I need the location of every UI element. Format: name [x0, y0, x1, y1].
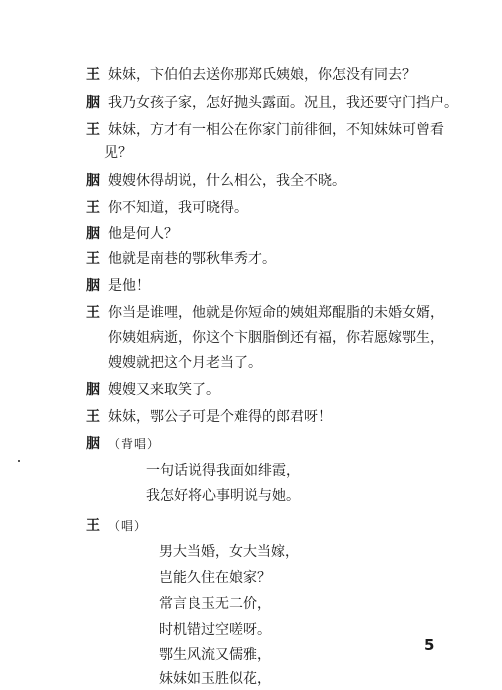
- verse-line: 时机错过空嗟呀。: [159, 622, 271, 638]
- dialogue-line: 嫂嫂又来取笑了。: [108, 382, 220, 398]
- speaker-wang: 王: [86, 251, 100, 267]
- dialogue-continuation: 嫂嫂就把这个月老当了。: [108, 355, 262, 371]
- verse-line: 男大当婚，女大当嫁，: [159, 544, 299, 560]
- verse-line: 岂能久住在娘家？: [159, 570, 271, 586]
- speaker-wang: 王: [86, 518, 100, 534]
- speaker-wang: 王: [86, 122, 100, 138]
- page-number: 5: [424, 636, 435, 654]
- dialogue-line: 你当是谁哩，他就是你短命的姨姐郑醌脂的未婚女婿，: [108, 305, 444, 321]
- dialogue-line: 我乃女孩子家，怎好抛头露面。况且，我还要守门挡户。: [108, 95, 458, 111]
- speaker-yanzhi: 胭: [86, 278, 100, 294]
- speaker-wang: 王: [86, 305, 100, 321]
- scan-speck: [18, 460, 20, 462]
- dialogue-line: 是他！: [108, 278, 150, 294]
- dialogue-line: 妹妹，卞伯伯去送你那郑氏姨娘，你怎没有同去？: [108, 67, 416, 83]
- speaker-yanzhi: 胭: [86, 173, 100, 189]
- dialogue-line: 他就是南巷的鄂秋隼秀才。: [108, 251, 276, 267]
- dialogue-continuation: 见？: [104, 145, 132, 161]
- dialogue-line: 你不知道，我可晓得。: [108, 200, 248, 216]
- stage-direction: （背唱）: [108, 437, 161, 451]
- dialogue-line: 妹妹，方才有一相公在你家门前徘徊，不知妹妹可曾看: [108, 122, 444, 138]
- speaker-yanzhi: 胭: [86, 226, 100, 242]
- dialogue-continuation: 你姨姐病逝，你这个卞胭脂倒还有福，你若愿嫁鄂生，: [108, 330, 444, 346]
- verse-line: 我怎好将心事明说与她。: [146, 488, 300, 504]
- speaker-yanzhi: 胭: [86, 382, 100, 398]
- speaker-wang: 王: [86, 409, 100, 425]
- speaker-wang: 王: [86, 67, 100, 83]
- speaker-yanzhi: 胭: [86, 436, 100, 452]
- verse-line: 常言良玉无二价，: [159, 596, 271, 612]
- dialogue-line: 妹妹，鄂公子可是个难得的郎君呀！: [108, 409, 332, 425]
- verse-line: 妹妹如玉胜似花，: [159, 671, 271, 687]
- dialogue-line: 嫂嫂休得胡说，什么相公，我全不晓。: [108, 173, 346, 189]
- verse-line: 一句话说得我面如绯霞，: [146, 463, 300, 479]
- speaker-yanzhi: 胭: [86, 95, 100, 111]
- stage-direction: （唱）: [108, 519, 148, 533]
- verse-line: 鄂生风流又儒雅，: [159, 647, 271, 663]
- dialogue-line: 他是何人？: [108, 226, 178, 242]
- speaker-wang: 王: [86, 200, 100, 216]
